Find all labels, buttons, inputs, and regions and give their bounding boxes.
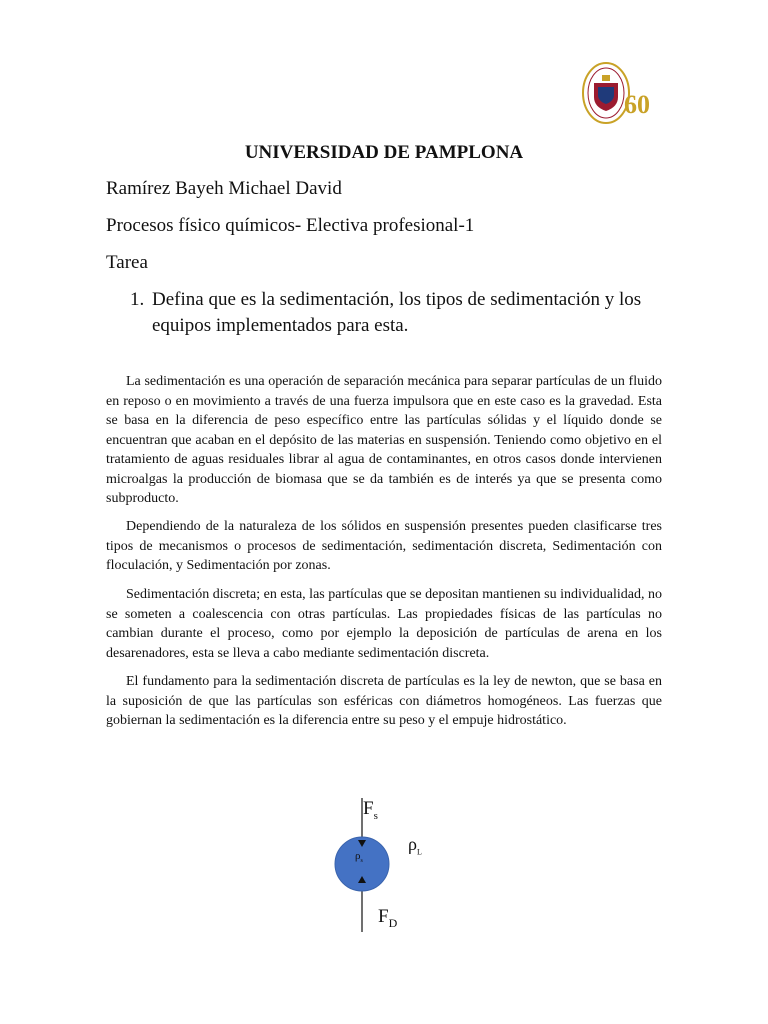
assignment-label: Tarea xyxy=(106,252,148,273)
force-diagram xyxy=(320,790,440,940)
question-number: 1. xyxy=(130,289,145,310)
paragraph-2: Dependiendo de la naturaleza de los sólidos en suspensión presentes pueden clasificarse tres tipos de mecanismos o procesos de sedimentación, sedimentación discreta, Sedimentación con floculación, y Sedimentación por zonas. xyxy=(106,519,662,573)
author-name: Ramírez Bayeh Michael David xyxy=(106,178,342,199)
rho-s-label: $\rho_s$ xyxy=(355,850,363,865)
fd-label: $F_D$ xyxy=(378,906,398,930)
fs-label: $F_s$ xyxy=(363,798,378,822)
question-item xyxy=(130,287,670,339)
svg-text:60: 60 xyxy=(624,90,650,119)
university-seal-icon xyxy=(580,55,650,133)
paragraph-3: Sedimentación discreta; en esta, las partículas que se depositan mantienen su individualidad, no se someten a coalescencia con otras partículas. Las propiedades físicas de las partículas no cambian durante el proceso, como por ejemplo la deposición de partículas de arena en los desarenadores, esta se lleva a cabo mediante sedimentación discreta. xyxy=(106,587,662,661)
question-text: Defina que es la sedimentación, los tipos de sedimentación y los equipos implementados para esta. xyxy=(152,289,642,336)
page-title: UNIVERSIDAD DE PAMPLONA xyxy=(244,142,524,163)
rho-l-label: $\rho_L$ xyxy=(408,834,422,857)
course-name: Procesos físico químicos- Electiva profesional-1 xyxy=(106,215,475,236)
paragraph-4: El fundamento para la sedimentación discreta de partículas es la ley de newton, que se basa en la suposición de que las partículas son esféricas con diámetros homogéneos. Las fuerzas que gobiernan la sedimentación es la diferencia entre su peso y el empuje hidrostático. xyxy=(106,674,662,728)
paragraph-1: La sedimentación es una operación de separación mecánica para separar partículas de un fluido en reposo o en movimiento a través de una fuerza impulsora que en este caso es la gravedad. Esta se basa en la diferencia de peso específico entre las partículas sólidas y el líquido donde se encuentran que acaban en el depósito de las materias en suspensión. Teniendo como objetivo en el tratamiento de aguas residuales librar al agua de contaminantes, en otros casos donde intervienen microalgas la producción de biomasa que se da también es de interés ya que se presenta como subproducto. xyxy=(106,374,662,506)
